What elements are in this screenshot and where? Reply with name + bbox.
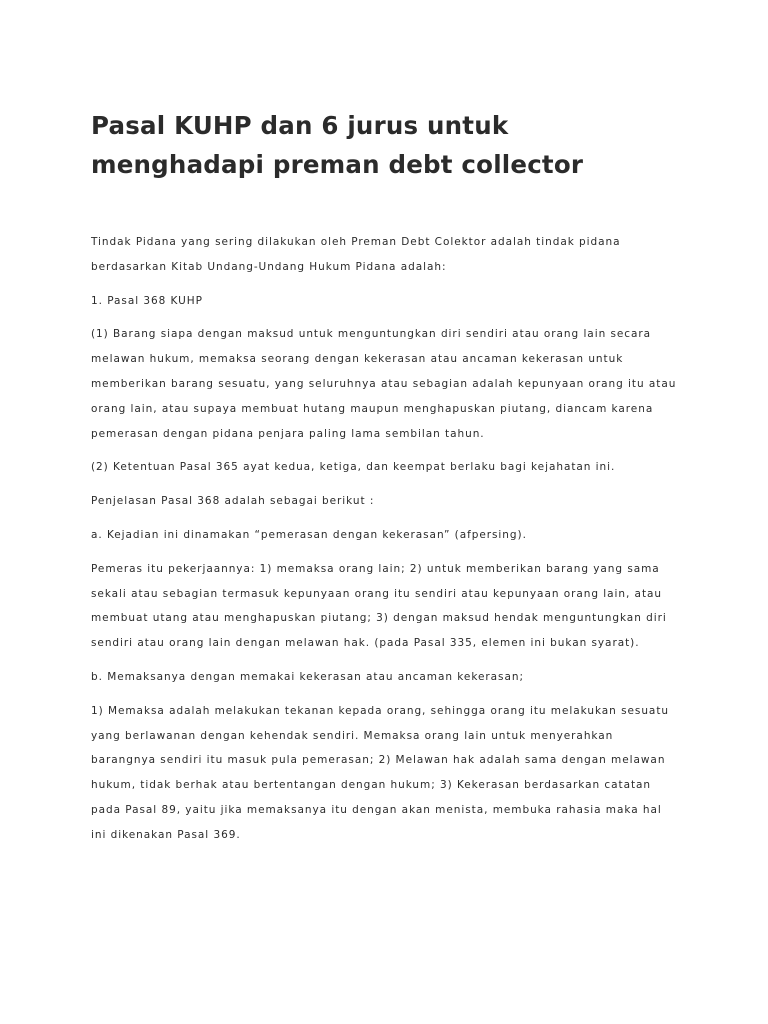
paragraph-heading-pasal-368 (91, 289, 691, 314)
text-line: b. Memaksanya dengan memakai kekerasan atau ancaman kekerasan; (91, 670, 524, 683)
text-line: orang lain, atau supaya membuat hutang maupun menghapuskan piutang, diancam karena (91, 402, 654, 415)
text-line: barangnya sendiri itu masuk pula pemerasan; 2) Melawan hak adalah sama dengan melawan (91, 754, 666, 767)
text-line: Pemeras itu pekerjaannya: 1) memaksa orang lain; 2) untuk memberikan barang yang sama (91, 562, 660, 575)
title-line: menghadapi preman debt collector (91, 150, 584, 179)
text-line: a. Kejadian ini dinamakan “pemerasan dengan kekerasan” (afpersing). (91, 528, 527, 541)
paragraph-penjelasan (91, 489, 691, 514)
text-line: ini dikenakan Pasal 369. (91, 828, 241, 841)
paragraph-intro (91, 230, 691, 280)
article-title (91, 106, 711, 184)
text-line: sendiri atau orang lain dengan melawan hak. (pada Pasal 335, elemen ini bukan syarat). (91, 637, 640, 650)
text-line: (2) Ketentuan Pasal 365 ayat kedua, ketiga, dan keempat berlaku bagi kejahatan ini. (91, 461, 616, 474)
text-line: pada Pasal 89, yaitu jika memaksanya itu dengan akan menista, membuka rahasia maka hal (91, 803, 662, 816)
text-line: berdasarkan Kitab Undang-Undang Hukum Pidana adalah: (91, 260, 447, 273)
text-line: yang berlawanan dengan kehendak sendiri. Memaksa orang lain untuk menyerahkan (91, 729, 614, 742)
paragraph-point-a (91, 523, 691, 548)
text-line: (1) Barang siapa dengan maksud untuk menguntungkan diri sendiri atau orang lain secara (91, 328, 652, 341)
text-line: sekali atau sebagian termasuk kepunyaan orang itu sendiri atau kepunyaan orang lain, atau (91, 587, 662, 600)
paragraph-point-b (91, 665, 691, 690)
text-line: pemerasan dengan pidana penjara paling lama sembilan tahun. (91, 427, 485, 440)
text-line: melawan hukum, memaksa seorang dengan kekerasan atau ancaman kekerasan untuk (91, 353, 624, 366)
text-line: 1) Memaksa adalah melakukan tekanan kepada orang, sehingga orang itu melakukan sesuatu (91, 704, 669, 717)
paragraph-pemeras (91, 557, 691, 656)
title-line: Pasal KUHP dan 6 jurus untuk (91, 111, 509, 140)
text-line: memberikan barang sesuatu, yang seluruhnya atau sebagian adalah kepunyaan orang itu atau (91, 377, 677, 390)
paragraph-memaksa (91, 699, 691, 848)
text-line: membuat utang atau menghapuskan piutang; 3) dengan maksud hendak menguntungkan diri (91, 612, 667, 625)
text-line: Penjelasan Pasal 368 adalah sebagai berikut : (91, 495, 375, 508)
text-line: 1. Pasal 368 KUHP (91, 294, 203, 307)
paragraph-ayat-1 (91, 322, 691, 446)
text-line: hukum, tidak berhak atau bertentangan dengan hukum; 3) Kekerasan berdasarkan catatan (91, 779, 652, 792)
text-line: Tindak Pidana yang sering dilakukan oleh Preman Debt Colektor adalah tindak pidana (91, 236, 621, 248)
article-body (91, 230, 691, 857)
paragraph-ayat-2 (91, 455, 691, 480)
